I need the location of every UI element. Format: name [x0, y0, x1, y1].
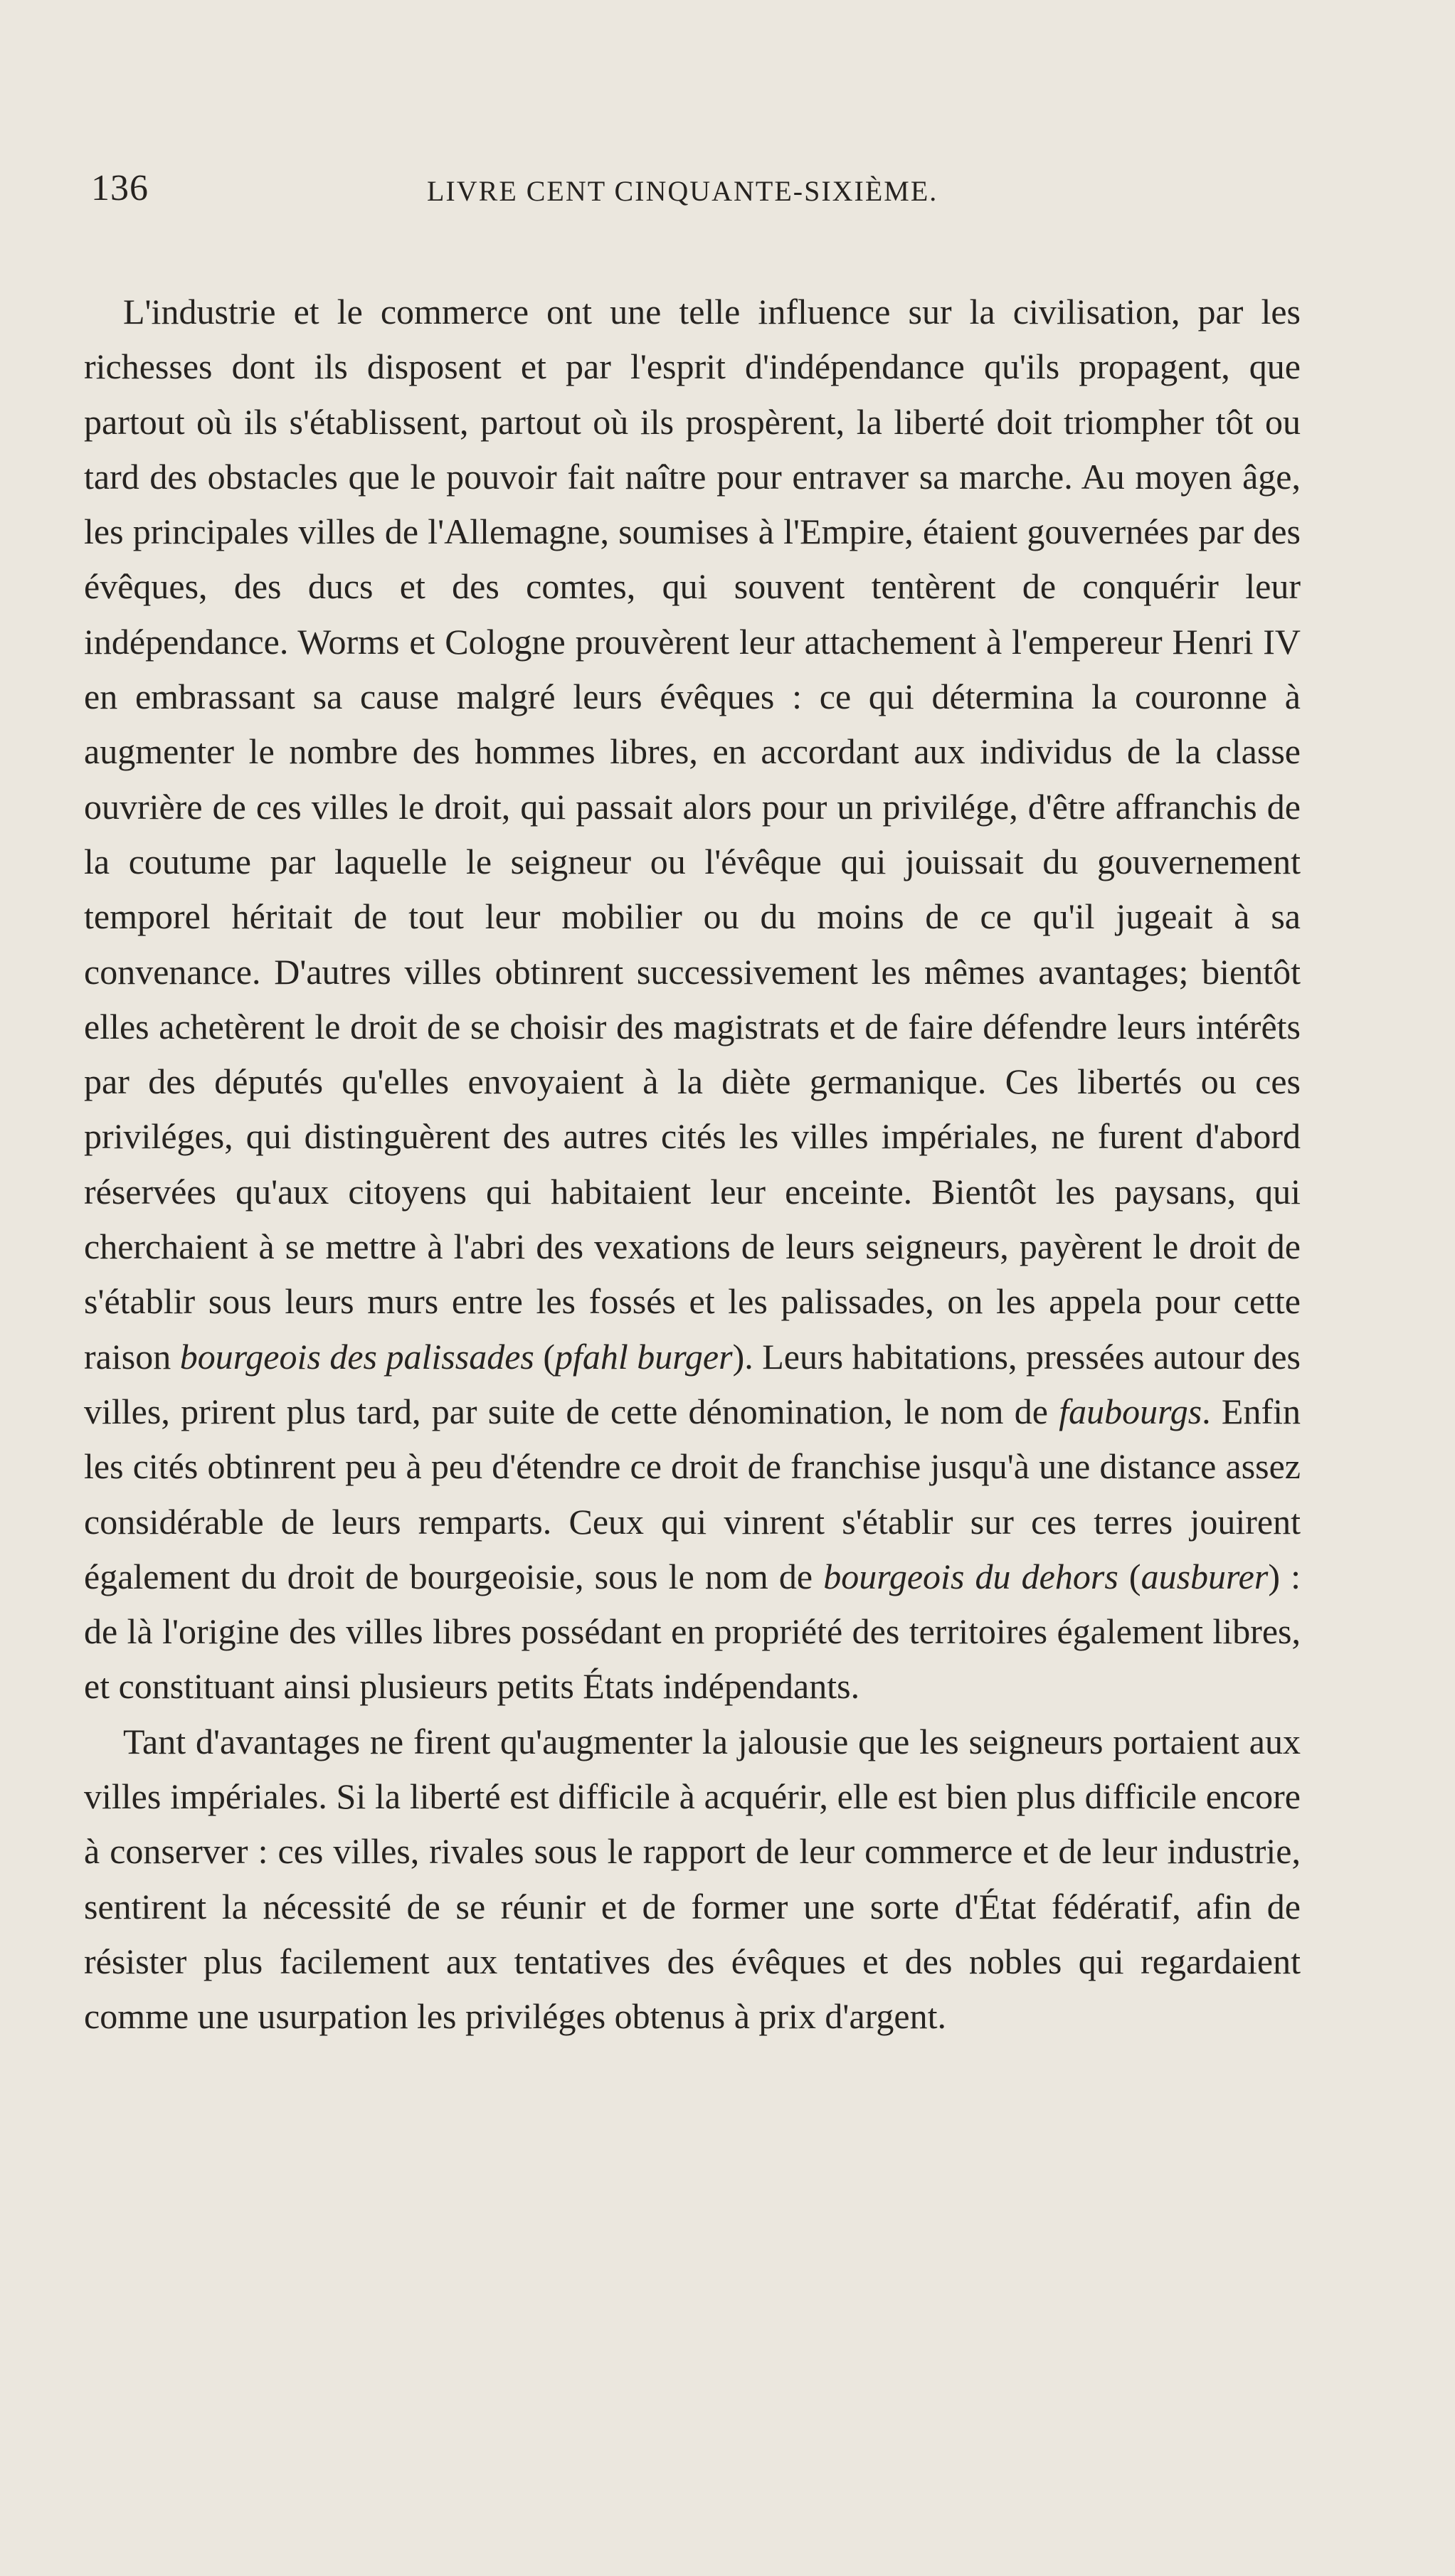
paragraph-1-text-e: (: [1118, 1556, 1141, 1596]
page-header: [85, 167, 1309, 210]
term-ausburer: ausburer: [1141, 1556, 1269, 1596]
page-number: 136: [91, 168, 149, 208]
paragraph-1-text-a: L'industrie et le commerce ont une telle influence sur la civilisation, par les richesses dont ils disposent et par l'esprit d'indépendance qu'ils propagent, que partout où ils s'établissent, partout où ils prospèrent, la liberté doit triompher tôt ou tard des obstacles que le pouvoir fait naître pour entraver sa marche. Au moyen âge, les principales villes de l'Allemagne, soumises à l'Empire, étaient gouvernées par des évêques, des ducs et des comtes, qui souvent tentèrent de conquérir leur indépendance. Worms et Cologne prouvèrent leur attachement à l'empereur Henri IV en embrassant sa cause malgré leurs évêques : ce qui détermina la couronne à augmenter le nombre des hommes libres, en accordant aux individus de la classe ouvrière de ces villes le droit, qui passait alors pour un privilége, d'être affranchis de la coutume par laquelle le seigneur ou l'évêque qui jouissait du gouvernement temporel héritait de tout leur mobilier ou du moins de ce qu'il jugeait à sa convenance. D'autres villes obtinrent successivement les mêmes avantages; bientôt elles achetèrent le droit de se choisir des magistrats et de faire défendre leurs intérêts par des députés qu'elles envoyaient à la diète germanique. Ces libertés ou ces priviléges, qui distinguèrent des autres cités les villes impériales, ne furent d'abord réservées qu'aux citoyens qui habitaient leur enceinte. Bientôt les paysans, qui cherchaient à se mettre à l'abri des vexations de leurs seigneurs, payèrent le droit de s'établir sous leurs murs entre les fossés et les palissades, on les appela pour cette raison: [84, 292, 1301, 1377]
body-text: [84, 285, 1301, 2045]
running-title: LIVRE CENT CINQUANTE-SIXIÈME.: [427, 175, 938, 207]
paragraph-1-text-c: ). Leurs habitations, pressées autour des villes, prirent plus tard, par suite de cette dénomination, le nom de: [84, 1336, 1301, 1431]
term-pfahl-burger: pfahl burger: [555, 1336, 733, 1377]
paragraph-1-text-f: ) : de là l'origine des villes libres possédant en propriété des territoires également libres, et constituant ainsi plusieurs petits États indépendants.: [84, 1556, 1301, 1707]
paragraph-2: Tant d'avantages ne firent qu'augmenter la jalousie que les seigneurs portaient aux villes impériales. Si la liberté est difficile à acquérir, elle est bien plus difficile encore à conserver : ces villes, rivales sous le rapport de leur commerce et de leur industrie, sentirent la nécessité de se réunir et de former une sorte d'État fédératif, afin de résister plus facilement aux tentatives des évêques et des nobles qui regardaient comme une usurpation les priviléges obtenus à prix d'argent.: [84, 1721, 1301, 2037]
term-bourgeois-des-palissades: bourgeois des palissades: [179, 1336, 534, 1377]
paragraph-1-text-b: (: [534, 1336, 556, 1377]
paragraph-1-text-d: . Enfin les cités obtinrent peu à peu d'étendre ce droit de franchise jusqu'à une distance assez considérable de leurs remparts. Ceux qui vinrent s'établir sur ces terres jouirent également du droit de bourgeoisie, sous le nom de: [84, 1391, 1301, 1596]
term-faubourgs: faubourgs: [1059, 1391, 1202, 1431]
term-bourgeois-du-dehors: bourgeois du dehors: [823, 1556, 1118, 1596]
paragraph-1: [84, 285, 1301, 1714]
